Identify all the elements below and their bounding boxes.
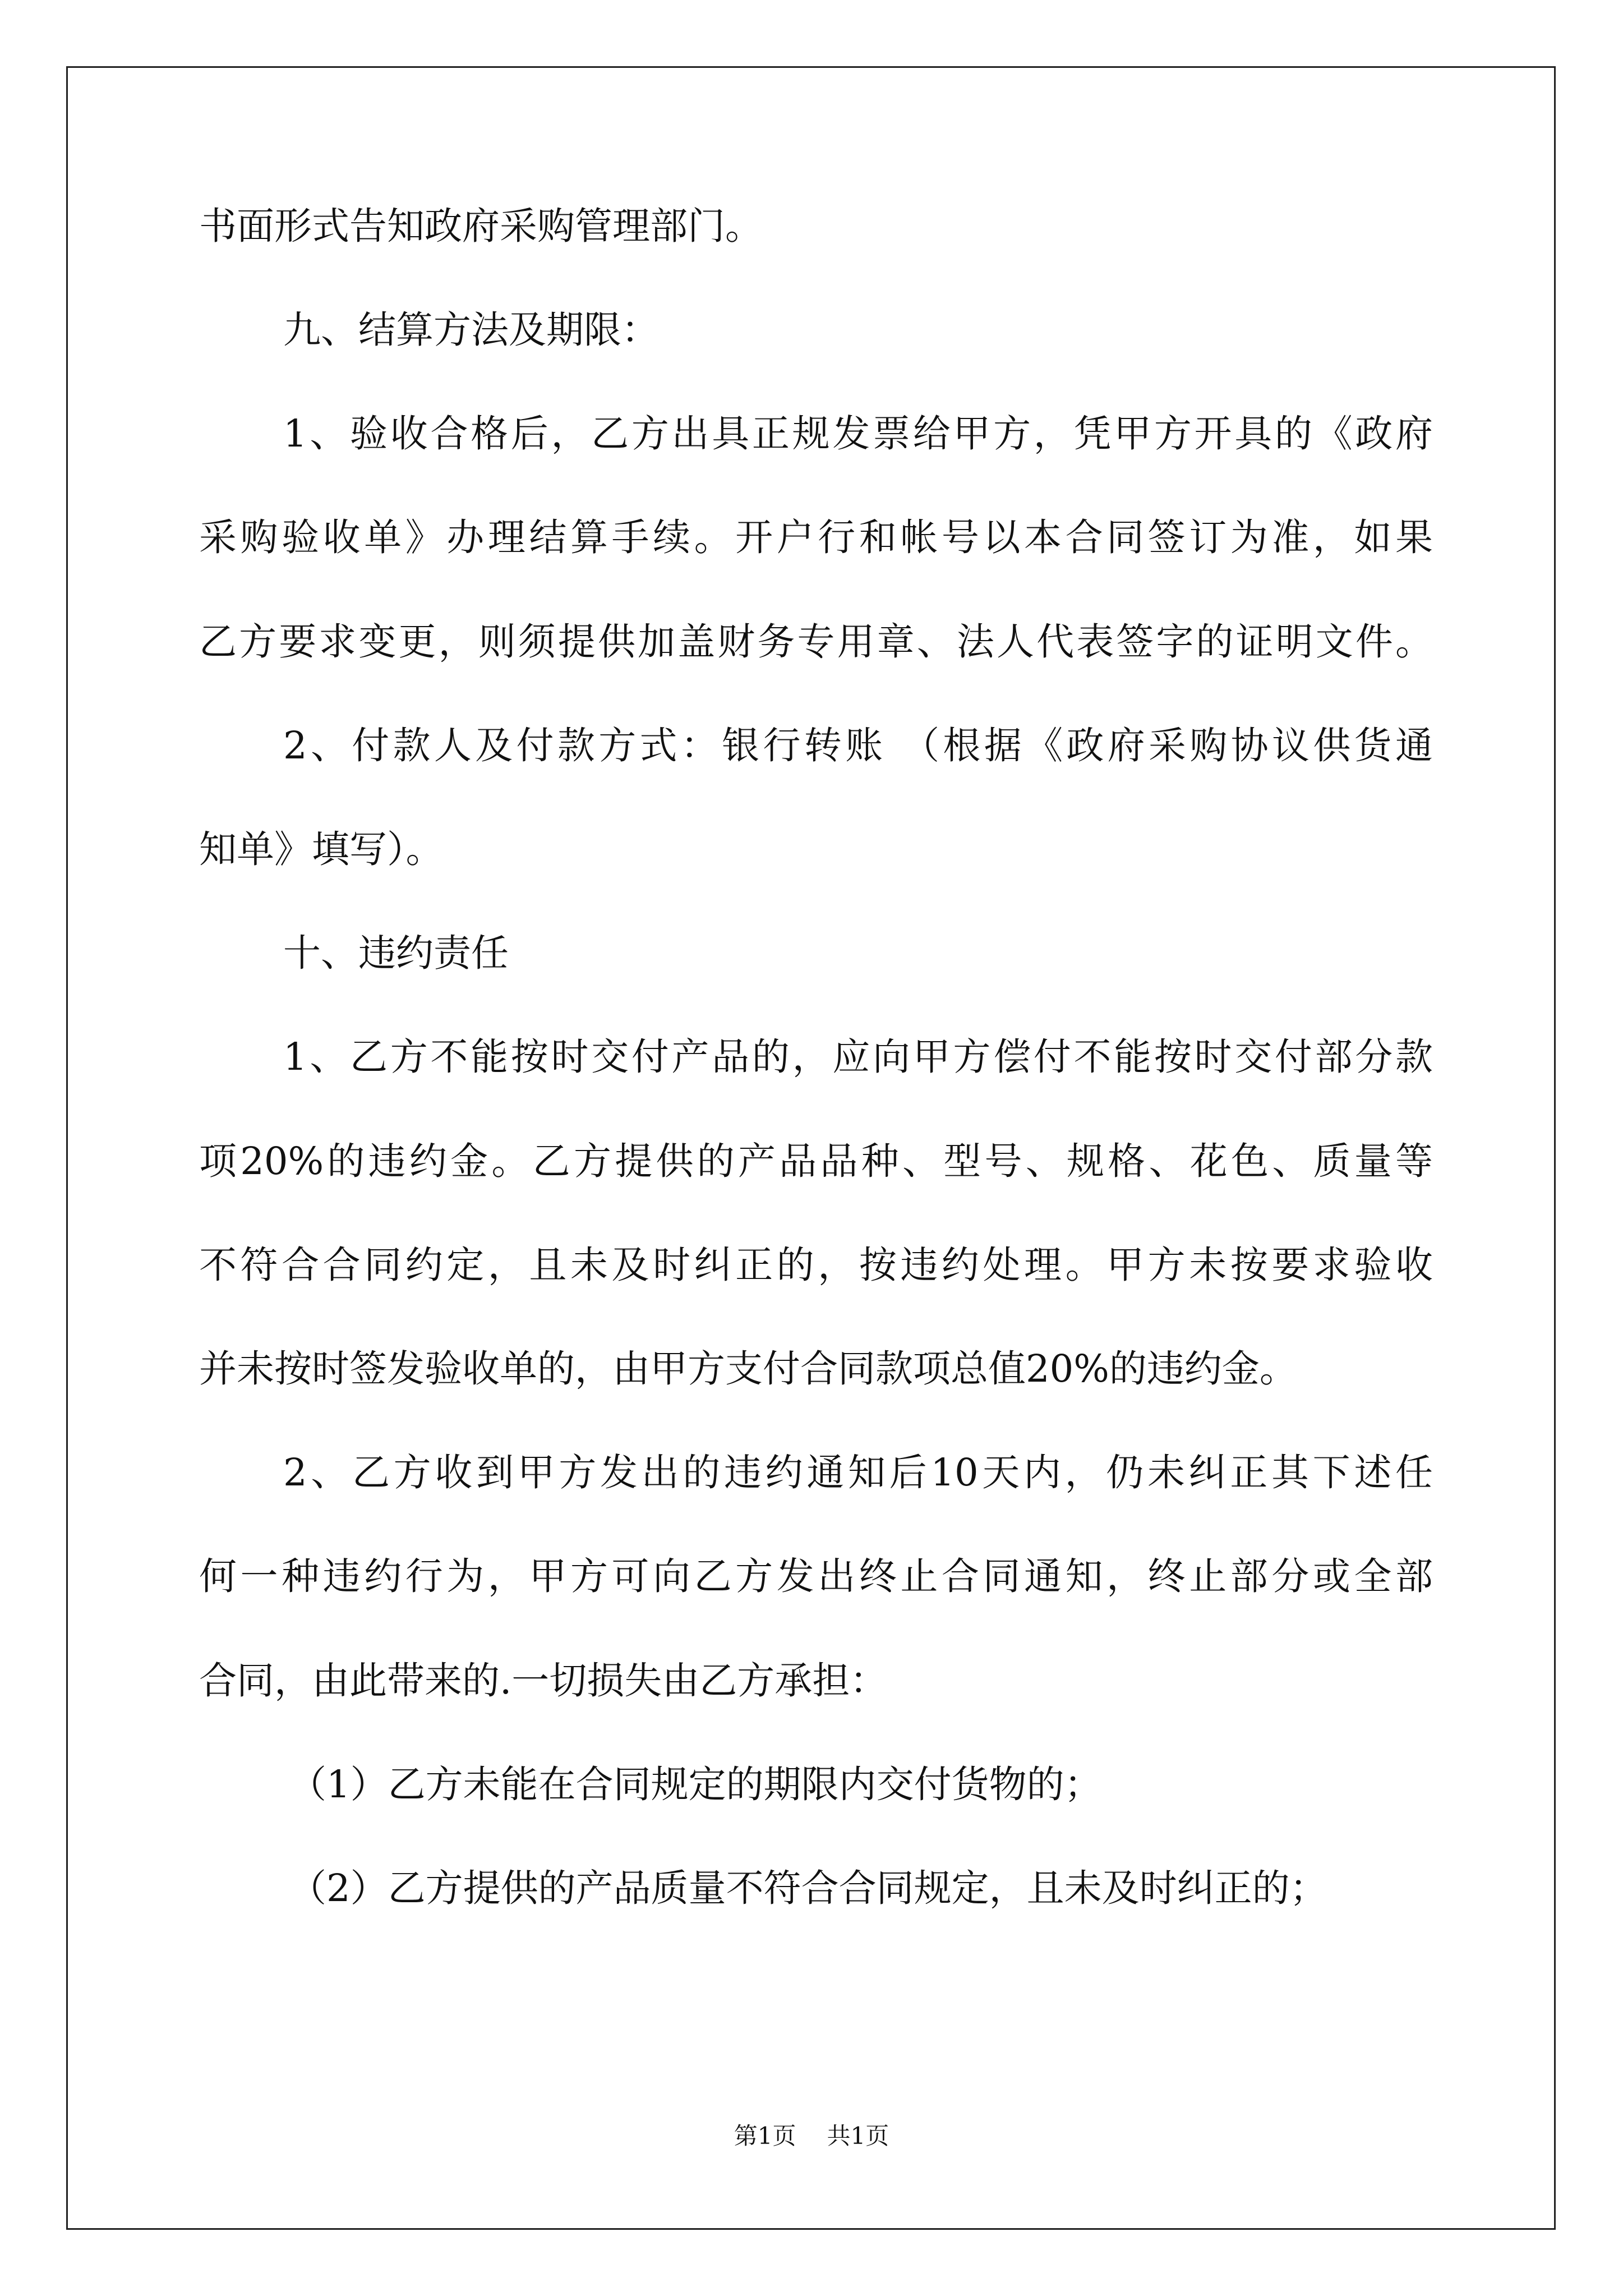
text-line: 项20%的违约金。乙方提供的产品品种、型号、规格、花色、质量等 — [199, 1139, 1433, 1183]
text-line: 并未按时签发验收单的，由甲方支付合同款项总值20%的违约金。 — [199, 1347, 1297, 1391]
text-line: 不符合合同约定，且未及时纠正的，按违约处理。甲方未按要求验收 — [199, 1243, 1433, 1287]
section-heading: 九、结算方法及期限： — [283, 308, 659, 352]
list-item: （2）乙方提供的产品质量不符合合同规定，且未及时纠正的； — [289, 1866, 1327, 1910]
text-line: 知单》填写）。 — [199, 827, 444, 871]
page-number: 第1页 — [734, 2122, 796, 2150]
page-total: 共1页 — [827, 2122, 889, 2150]
text-line: 2、乙方收到甲方发出的违约通知后10天内，仍未纠正其下述任 — [283, 1451, 1433, 1494]
text-line: 采购验收单》办理结算手续。开户行和帐号以本合同签订为准，如果 — [199, 516, 1433, 559]
text-line: 乙方要求变更，则须提供加盖财务专用章、法人代表签字的证明文件。 — [199, 620, 1433, 664]
text-line: 合同，由此带来的.一切损失由乙方承担： — [199, 1659, 888, 1703]
page-footer — [0, 2118, 1623, 2151]
section-heading: 十、违约责任 — [283, 931, 509, 975]
text-line: 书面形式告知政府采购管理部门。 — [199, 204, 763, 248]
text-line: 何一种违约行为，甲方可向乙方发出终止合同通知，终止部分或全部 — [199, 1554, 1433, 1598]
text-line: 2、付款人及付款方式：银行转账 （根据《政府采购协议供货通 — [283, 724, 1433, 767]
text-line: 1、乙方不能按时交付产品的，应向甲方偿付不能按时交付部分款 — [283, 1035, 1433, 1079]
text-line: 1、验收合格后，乙方出具正规发票给甲方，凭甲方开具的《政府 — [283, 412, 1433, 455]
list-item: （1）乙方未能在合同规定的期限内交付货物的； — [289, 1763, 1102, 1806]
